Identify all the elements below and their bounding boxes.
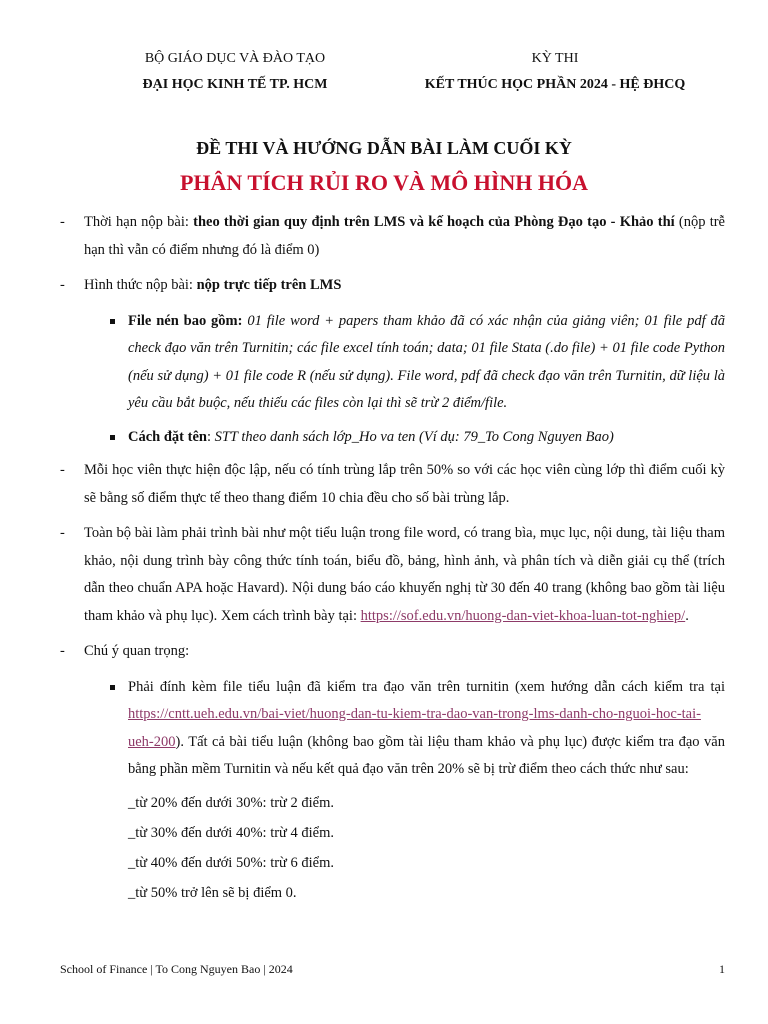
deadline-note: (nộp trễ hạn thì vẫn có điểm nhưng đó là điểm 0) — [84, 214, 725, 258]
header-left — [120, 46, 350, 98]
plagiarism-text-1: Phải đính kèm file tiểu luận đã kiểm tra đạo văn trên turnitin (xem hướng dẫn cách kiểm tra tại — [128, 678, 725, 695]
dash-bullet: - — [60, 462, 65, 478]
document-body — [60, 209, 725, 910]
format-label: Hình thức nộp bài: — [84, 277, 197, 293]
ministry-name: BỘ GIÁO DỤC VÀ ĐÀO TẠO — [144, 51, 326, 66]
plagiarism-subitem — [60, 674, 725, 784]
exam-term: KẾT THÚC HỌC PHẦN 2024 - HỆ ĐHCQ — [424, 77, 686, 92]
files-text: 01 file word + papers tham khảo đã có xác nhận của giảng viên; 01 file pdf đã check đạo văn trên Turnitin; các file excel tính toán; data; 01 file Stata (.do file) + 01 file code Python (nếu sử dụng) + 01 file code R (nếu sử dụng). File word, pdf đã check đạo văn trên Turnitin, dữ liệu là yêu cầu bắt buộc, nếu thiếu các files còn lại thì sẽ trừ 2 điểm/file. — [128, 312, 725, 411]
report-end: . — [685, 607, 689, 624]
square-bullet — [110, 685, 115, 690]
files-subitem — [60, 308, 725, 418]
naming-subitem — [60, 424, 725, 452]
format-value: nộp trực tiếp trên LMS — [196, 277, 342, 293]
header-right — [395, 46, 715, 98]
deadline-value: theo thời gian quy định trên LMS và kế hoạch của Phòng Đạo tạo - Khảo thí — [193, 214, 675, 230]
penalty-tier: _từ 20% đến dưới 30%: trừ 2 điểm. — [128, 794, 335, 811]
document-title: ĐỀ THI VÀ HƯỚNG DẪN BÀI LÀM CUỐI KỲ — [196, 138, 572, 158]
files-label: File nén bao gồm: — [128, 312, 243, 329]
exam-label: KỲ THI — [531, 51, 579, 66]
dash-bullet: - — [60, 277, 65, 293]
square-bullet — [110, 435, 115, 440]
page-footer — [60, 962, 725, 977]
university-name: ĐẠI HỌC KINH TẾ TP. HCM — [142, 77, 328, 92]
naming-label: Cách đặt tên — [128, 428, 207, 445]
page-number: 1 — [719, 962, 725, 976]
dash-bullet: - — [60, 643, 65, 659]
format-item — [60, 272, 725, 300]
penalty-tier: _từ 30% đến dưới 40%: trừ 4 điểm. — [128, 824, 335, 841]
report-text: Toàn bộ bài làm phải trình bài như một tiểu luận trong file word, có trang bìa, mục lục, nội dung, tài liệu tham khảo, nội dung trình bày công thức tính toán, biểu đồ, bảng, hình ảnh, và phân tích và diễn giải cụ thể (trích dẫn theo chuẩn APA hoặc Havard). Nội dung báo cáo khuyến nghị từ 30 đến 40 trang (không bao gồm tài liệu tham khảo và phụ lục). Xem cách trình bày tại: — [84, 525, 725, 624]
penalty-tiers — [60, 790, 725, 908]
independent-item — [60, 457, 725, 512]
independent-text: Mỗi học viên thực hiện độc lập, nếu có tính trùng lắp trên 50% so với các học viên cùng lớp thì điểm cuối kỳ sẽ bằng số điểm thực tế theo thang điểm 10 chia đều cho số bài trùng lắp. — [84, 462, 725, 506]
deadline-item — [60, 209, 725, 264]
penalty-tier: _từ 40% đến dưới 50%: trừ 6 điểm. — [128, 854, 335, 871]
report-item — [60, 520, 725, 630]
dash-bullet: - — [60, 525, 65, 541]
footer-text: School of Finance | To Cong Nguyen Bao | 2024 — [60, 962, 293, 976]
deadline-label: Thời hạn nộp bài: — [84, 214, 194, 230]
subject-title: PHÂN TÍCH RỦI RO VÀ MÔ HÌNH HÓA — [179, 170, 589, 195]
note-label: Chú ý quan trọng: — [84, 643, 190, 659]
turnitin-guide-link[interactable]: https://cntt.ueh.edu.vn/bai-viet/huong-dan-tu-kiem-tra-dao-van-trong-lms-danh-cho-nguoi-hoc-tai-ueh-200 — [128, 706, 701, 750]
naming-colon: : — [206, 428, 215, 445]
plagiarism-text-2: ). Tất cả bài tiểu luận (không bao gồm tài liệu tham khảo và phụ lục) được kiểm tra đạo văn bằng phần mềm Turnitin và nếu kết quả đạo văn trên 20% sẽ bị trừ điểm theo cách thức như sau: — [128, 733, 725, 777]
naming-text: STT theo danh sách lớp_Ho va ten (Ví dụ: 79_To Cong Nguyen Bao) — [214, 428, 614, 445]
square-bullet — [110, 319, 115, 324]
note-item — [60, 638, 725, 666]
report-guide-link[interactable]: https://sof.edu.vn/huong-dan-viet-khoa-luan-tot-nghiep/ — [360, 607, 686, 624]
dash-bullet: - — [60, 214, 65, 230]
penalty-tier: _từ 50% trở lên sẽ bị điểm 0. — [128, 884, 297, 901]
